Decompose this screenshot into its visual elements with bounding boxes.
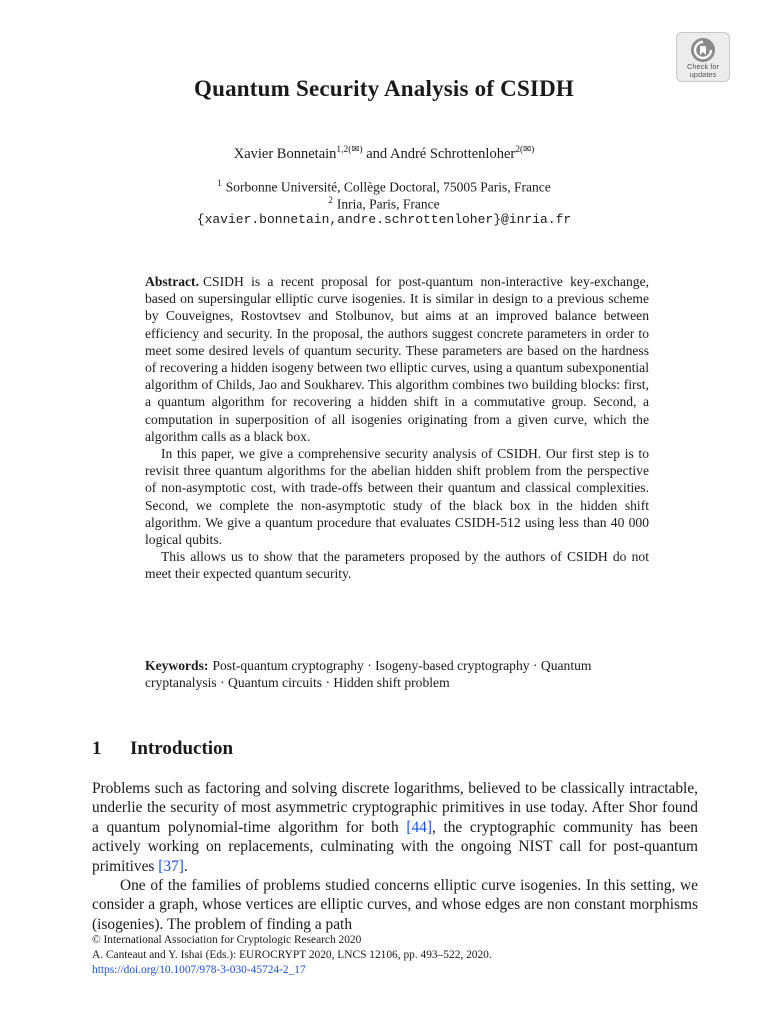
footer-citation: A. Canteaut and Y. Ishai (Eds.): EUROCRYPT 2020, LNCS 12106, pp. 493–522, 2020.: [92, 949, 492, 961]
paper-title: Quantum Security Analysis of CSIDH: [194, 76, 574, 101]
affiliation-2-text: Inria, Paris, France: [336, 196, 440, 212]
affiliation-1: [0, 178, 768, 196]
badge-line1: Check for: [686, 62, 720, 71]
abstract-paragraph-3: This allows us to show that the parameters proposed by the authors of CSIDH do not meet their expected quantum security.: [145, 549, 649, 582]
intro-p1-part-a: Problems such as factoring and solving discrete logarithms, believed to be classically intractable, underlie the security of most asymmetric cryptographic primitives in use today. After Shor found a quantum polynomial-time algorithm for both: [92, 780, 698, 836]
doi-link[interactable]: https://doi.org/10.1007/978-3-030-45724-2_17: [92, 964, 306, 976]
footer-copyright: © International Association for Cryptologic Research 2020: [92, 934, 362, 946]
abstract-label: Abstract.: [145, 274, 199, 289]
abstract-paragraph-1: [145, 273, 649, 445]
affiliation-2-number: 2: [328, 195, 333, 205]
footer: [92, 933, 698, 978]
author-1-affil: 1,2(✉): [336, 145, 363, 155]
author-1: Xavier Bonnetain: [233, 145, 337, 162]
check-for-updates-icon: [690, 37, 716, 63]
author-line: [0, 144, 768, 163]
citation-link-44[interactable]: [44]: [406, 818, 432, 836]
abstract: [145, 273, 649, 583]
affiliation-1-text: Sorbonne Université, Collège Doctoral, 75005 Paris, France: [225, 179, 551, 195]
intro-p1-part-b: , the cryptographic community has been actively working on replacements, culminating with the ongoing NIST call for post-quantum primitives: [92, 818, 698, 875]
email-addresses[interactable]: {xavier.bonnetain,andre.schrottenloher}@inria.fr: [196, 212, 572, 227]
author-2: André Schrottenloher: [389, 145, 516, 162]
author-2-affil: 2(✉): [515, 145, 535, 155]
introduction-body: [92, 779, 698, 934]
section-heading: [92, 738, 233, 760]
affiliation-1-number: 1: [217, 178, 222, 188]
abstract-paragraph-2: In this paper, we give a comprehensive security analysis of CSIDH. Our first step is to revisit three quantum algorithms for the abelian hidden shift problem from the perspective of non-asymptotic cost, with trade-offs between their quantum and classical complexities. Second, we complete the non-asymptotic study of the black box in the hidden shift algorithm. We give a quantum procedure that evaluates CSIDH-512 using less than 40 000 logical qubits.: [145, 446, 649, 548]
keywords-text: Post-quantum cryptography · Isogeny-based cryptography · Quantum cryptanalysis · Quantum circuits · Hidden shift problem: [145, 658, 592, 691]
abstract-p1-text: CSIDH is a recent proposal for post-quantum non-interactive key-exchange, based on supersingular elliptic curve isogenies. It is similar in design to a previous scheme by Couveignes, Rostovtsev and Stolbunov, but aims at an improved balance between efficiency and security. In the proposal, the authors suggest concrete parameters in order to meet some desired levels of quantum security. These parameters are based on the hardness of recovering a hidden isogeny between two elliptic curves, using a quantum subexponential algorithm of Childs, Jao and Soukharev. This algorithm combines two building blocks: first, a quantum algorithm for recovering a hidden shift in a commutative group. Second, a computation in superposition of all isogenies originating from a given curve, which the algorithm calls as a black box.: [145, 274, 649, 444]
intro-p1-part-c: .: [183, 857, 188, 875]
author-connector: and: [362, 145, 390, 162]
section-title: Introduction: [130, 738, 234, 759]
keywords-label: Keywords:: [145, 658, 209, 673]
affiliation-2: [0, 195, 768, 213]
section-number: 1: [92, 738, 102, 759]
intro-paragraph-2: One of the families of problems studied concerns elliptic curve isogenies. In this setting, we consider a graph, whose vertices are elliptic curves, and whose edges are non constant morphisms (isogenies). The problem of finding a path: [92, 877, 698, 933]
badge-line2: updates: [689, 70, 717, 79]
citation-link-37[interactable]: [37]: [158, 857, 184, 875]
intro-paragraph-1: [92, 779, 698, 876]
keywords: [145, 657, 649, 691]
check-for-updates-badge[interactable]: [676, 32, 730, 82]
